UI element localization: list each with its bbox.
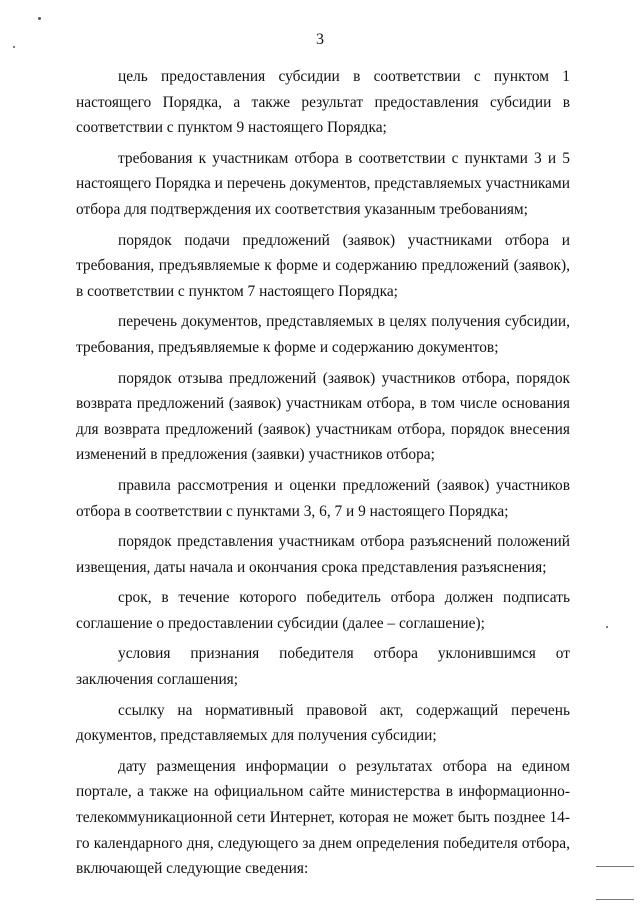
paragraph: порядок подачи предложений (заявок) участниками отбора и требования, предъявляемые к форме и содержанию предложений (заявок), в соответствии с пунктом 7 настоящего Порядка;	[76, 231, 570, 300]
paragraph: правила рассмотрения и оценки предложений (заявок) участников отбора в соответствии с пунктами 3, 6, 7 и 9 настоящего Порядка;	[76, 476, 570, 520]
paragraph: ссылку на нормативный правовой акт, содержащий перечень документов, представляемых для получения субсидии;	[76, 701, 570, 745]
page-number: 3	[316, 31, 324, 48]
paragraph: перечень документов, представляемых в целях получения субсидии, требования, предъявляемые к форме и содержанию документов;	[76, 313, 570, 356]
scan-speck	[38, 17, 41, 20]
paragraph: порядок отзыва предложений (заявок) участников отбора, порядок возврата предложений (заявок) участникам отбора, в том числе основания для возврата предложений (заявок) участникам отбора, порядок внесения изменений в предложения (заявки) участников отбора;	[76, 369, 570, 464]
scan-edge-mark	[596, 899, 634, 900]
document-body	[76, 64, 570, 887]
scan-edge-mark	[596, 866, 634, 867]
paragraph: требования к участникам отбора в соответствии с пунктами 3 и 5 настоящего Порядка и перечень документов, представляемых участниками отбора для подтверждения их соответствия указанным требованиям;	[76, 149, 570, 218]
paragraph: дату размещения информации о результатах отбора на едином портале, а также на официальном сайте министерства в информационно-телекоммуникационной сети Интернет, которая не может быть позднее 14-го календарного дня, следующего за днем определения победителя отбора, включающей следующие сведения:	[76, 757, 570, 878]
scan-speck	[606, 626, 608, 628]
paragraph: условия признания победителя отбора уклонившимся от заключения соглашения;	[76, 645, 570, 689]
paragraph: порядок представления участникам отбора разъяснений положений извещения, даты начала и окончания срока представления разъяснения;	[76, 533, 570, 576]
paragraph: цель предоставления субсидии в соответствии с пунктом 1 настоящего Порядка, а также результат предоставления субсидии в соответствии с пунктом 9 настоящего Порядка;	[76, 68, 570, 137]
paragraph: срок, в течение которого победитель отбора должен подписать соглашение о предоставлении субсидии (далее – соглашение);	[76, 589, 570, 632]
